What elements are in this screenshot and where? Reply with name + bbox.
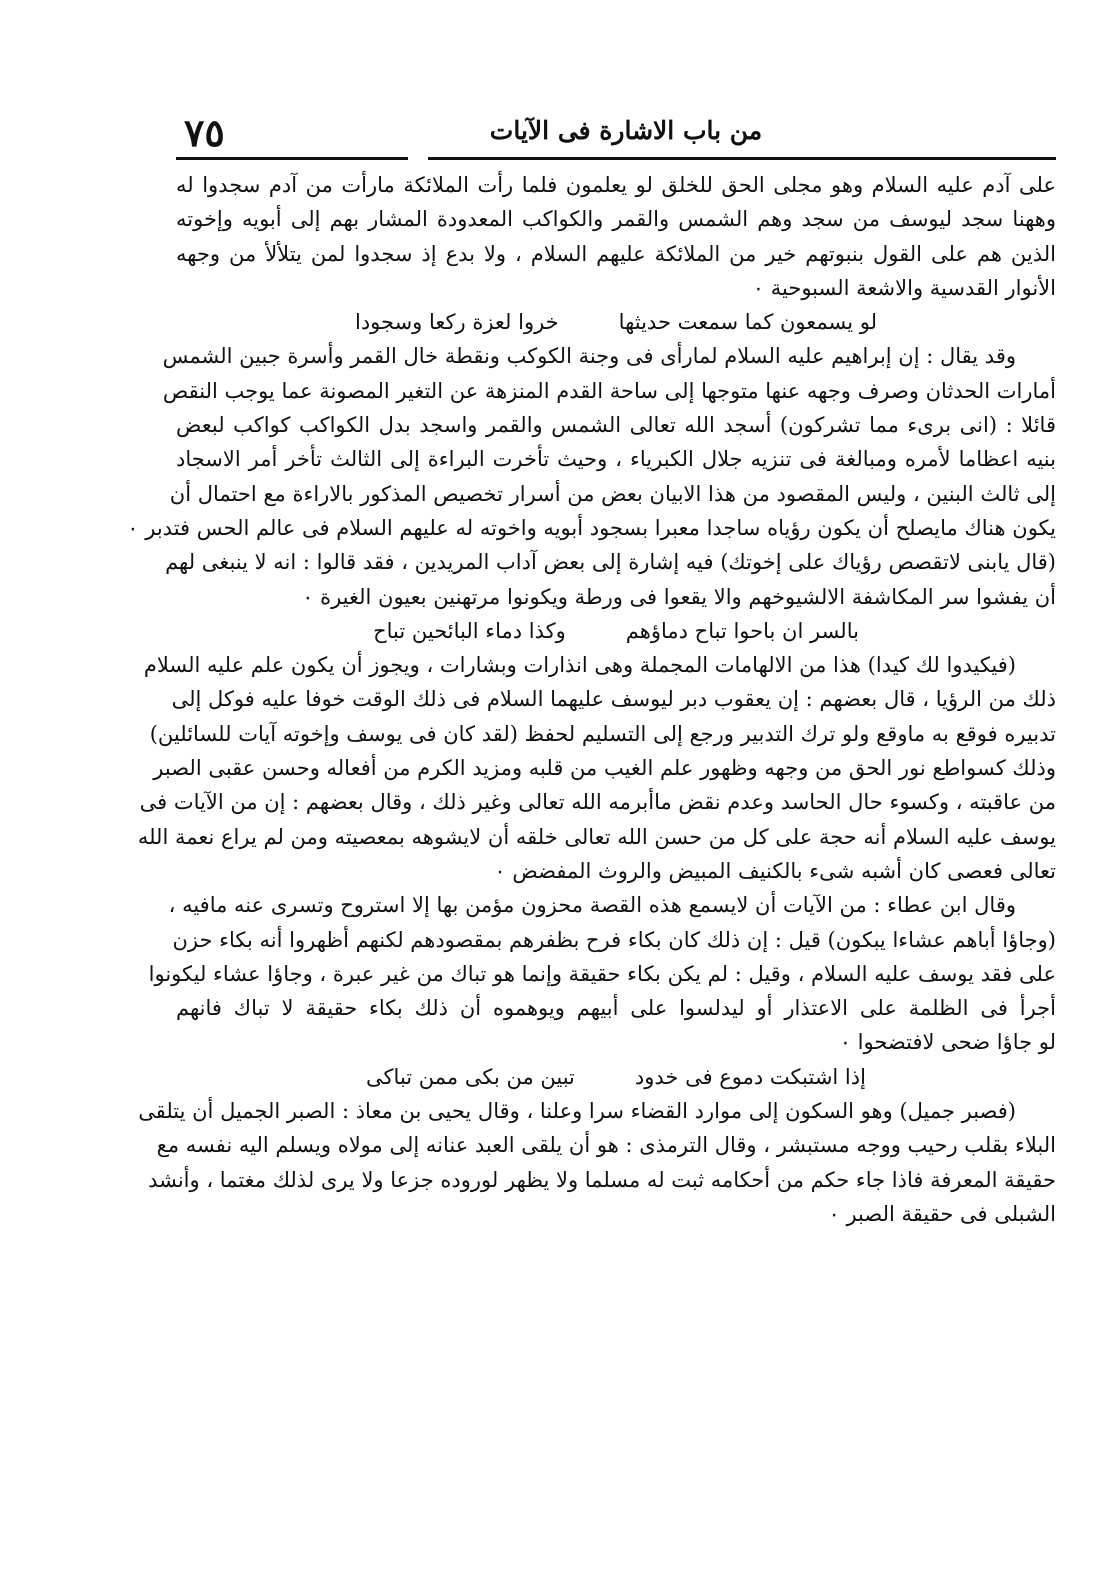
verse-hemistich-second: وكذا دماء البائحين تباح [373, 618, 566, 643]
text-line: وذلك كسواطع نور الحق من وجهه وظهور علم الغيب من قلبه ومزيد الكرم من أفعاله وحسن عقبى الصبر [153, 756, 1056, 781]
text-line: الشبلى فى حقيقة الصبر ۰ [828, 1201, 1056, 1226]
running-title: من باب الاشارة فى الآيات [489, 116, 763, 145]
verse-hemistich-second: خروا لعزة ركعا وسجودا [354, 310, 559, 335]
verse-hemistich-first: بالسر ان باحوا تباح دماؤهم [625, 618, 859, 643]
text-line: بنيه اعظاما لأمره ومبالغة فى تنزيه جلال الكبرياء ، وحيث تأخرت البراءة إلى الثالث تأخر أمر الاسجاد [176, 447, 1056, 472]
text-line: أن يفشوا سر المكاشفة الالشيوخهم والا يقعوا فى ورطة ويكونوا مرتهنين بعيون الغيرة ۰ [302, 584, 1056, 609]
text-line: على آدم عليه السلام وهو مجلى الحق للخلق لو يعلمون فلما رأت الملائكة مارأت من آدم سجدوا له [176, 173, 1056, 197]
text-line: وقال ابن عطاء : من الآيات أن لايسمع هذه القصة محزون مؤمن بها إلا استروح وتسرى عنه مافيه ، [168, 893, 1016, 918]
text-line: البلاء بقلب رحيب ووجه مستبشر ، وقال الترمذى : هو أن يلقى العبد عنانه إلى مولاه ويسلم اليه نفسه مع [156, 1133, 1056, 1158]
text-line: تدبيره فوقع به ماوقع ولو ترك التدبير ورجع إلى التسليم لحفظ (لقد كان فى يوسف وإخوته آيات للسائلين) [149, 721, 1056, 746]
text-line: وههنا سجد ليوسف من سجد وهم الشمس والقمر والكواكب المعدودة المشار بهم إلى أبويه وإخوته [176, 207, 1056, 232]
text-line: إلى ثالث البنين ، وليس المقصود من هذا الابيان بعض من أسرار تخصيص المذكور بالاراءة مع احتمال أن [169, 481, 1056, 506]
text-line: أمارات الحدثان وصرف وجهه عنها متوجها إلى ساحة القدم المنزهة عن التغير المصونة عما يوجب النقص [162, 378, 1056, 403]
text-line: أجرأ فى الظلمة على الاعتذار أو ليدلسوا على أبيهم ويوهموه أن ذلك بكاء حقيقة لا تباك فانهم [176, 996, 1056, 1021]
verse-hemistich-first: إذا اشتبكت دموع فى خدود [634, 1064, 866, 1089]
text-line: ذلك من الرؤيا ، قال بعضهم : إن يعقوب دبر ليوسف عليهما السلام فى ذلك الوقت خوفا عليه فوكل إلى [171, 687, 1056, 712]
text-line: (فصبر جميل) وهو السكون إلى موارد القضاء سرا وعلنا ، وقال يحيى بن معاذ : الصبر الجميل أن يتلقى [138, 1099, 1016, 1124]
text-line: قائلا : (انى برىء مما تشركون) أسجد الله تعالى الشمس والقمر واسجد بدل الكواكب كواكب لبعض [176, 413, 1056, 438]
text-line: الأنوار القدسية والاشعة السبوحية ۰ [752, 275, 1056, 300]
text-line: من عاقبته ، وكسوء حال الحاسد وعدم نقض ماأبرمه الله تعالى وغير ذلك ، وقال بعضهم : إن من الآيات فى [139, 790, 1056, 815]
text-line: على فقد يوسف عليه السلام ، وقيل : لم يكن بكاء حقيقة وإنما هو تباك من غير عبرة ، وجاؤا عشاء ليكونوا [148, 961, 1056, 986]
header-rule-left [176, 157, 408, 160]
text-line: (وجاؤا أباهم عشاءا يبكون) قيل : إن ذلك كان بكاء فرح بظفرهم بمقصودهم لكنهم أظهروا أنه بكاء حزن [172, 927, 1056, 952]
text-line: يكون هناك مايصلح أن يكون رؤياه ساجدا معبرا بسجود أبويه واخوته له عليهم السلام فى عالم الحس فتدبر ۰ [127, 515, 1056, 540]
text-line: (فيكيدوا لك كيدا) هذا من الالهامات المجملة وهى انذارات وبشارات ، ويجوز أن يكون علم عليه السلام [143, 653, 1016, 678]
page-number: ٧٥ [184, 110, 225, 155]
text-line: (قال يابنى لاتقصص رؤياك على إخوتك) فيه إشارة إلى بعض آداب المريدين ، فقد قالوا : انه لا ينبغى لهم [165, 550, 1056, 575]
verse-hemistich-first: لو يسمعون كما سمعت حديثها [618, 310, 878, 335]
document-page [127, 110, 1056, 1550]
text-line: حقيقة المعرفة فاذا جاء حكم من أحكامه ثبت له مسلما ولا يظهر لوروده جزعا ولا يرى لذلك مغتما ، وأنشد [148, 1167, 1056, 1192]
verse-hemistich-second: تبين من بكى ممن تباكى [366, 1064, 575, 1089]
body-text [127, 168, 1056, 1231]
page-header [176, 110, 1056, 156]
header-rule-right [428, 157, 1056, 160]
text-line: وقد يقال : إن إبراهيم عليه السلام لمارأى فى وجنة الكوكب ونقطة خال القمر وأسرة جبين الشمس [162, 344, 1016, 369]
text-line: يوسف عليه السلام أنه حجة على كل من حسن الله تعالى خلقه أن لايشوهه بمعصيته ومن لم يراع نعمة الله [137, 824, 1056, 849]
verse-line [176, 1060, 1056, 1094]
text-line: لو جاؤا ضحى لافتضحوا ۰ [839, 1030, 1056, 1055]
verse-line [176, 614, 1056, 648]
text-line: تعالى فعصى كان أشبه شىء بالكنيف المبيض والروث المفضض ۰ [494, 858, 1056, 883]
text-line: الذين هم على القول بنبوتهم خير من الملائكة عليهم السلام ، ولا بدع إذ سجدوا لمن يتلألأ من وجهه [176, 241, 1056, 266]
verse-line [176, 305, 1056, 339]
